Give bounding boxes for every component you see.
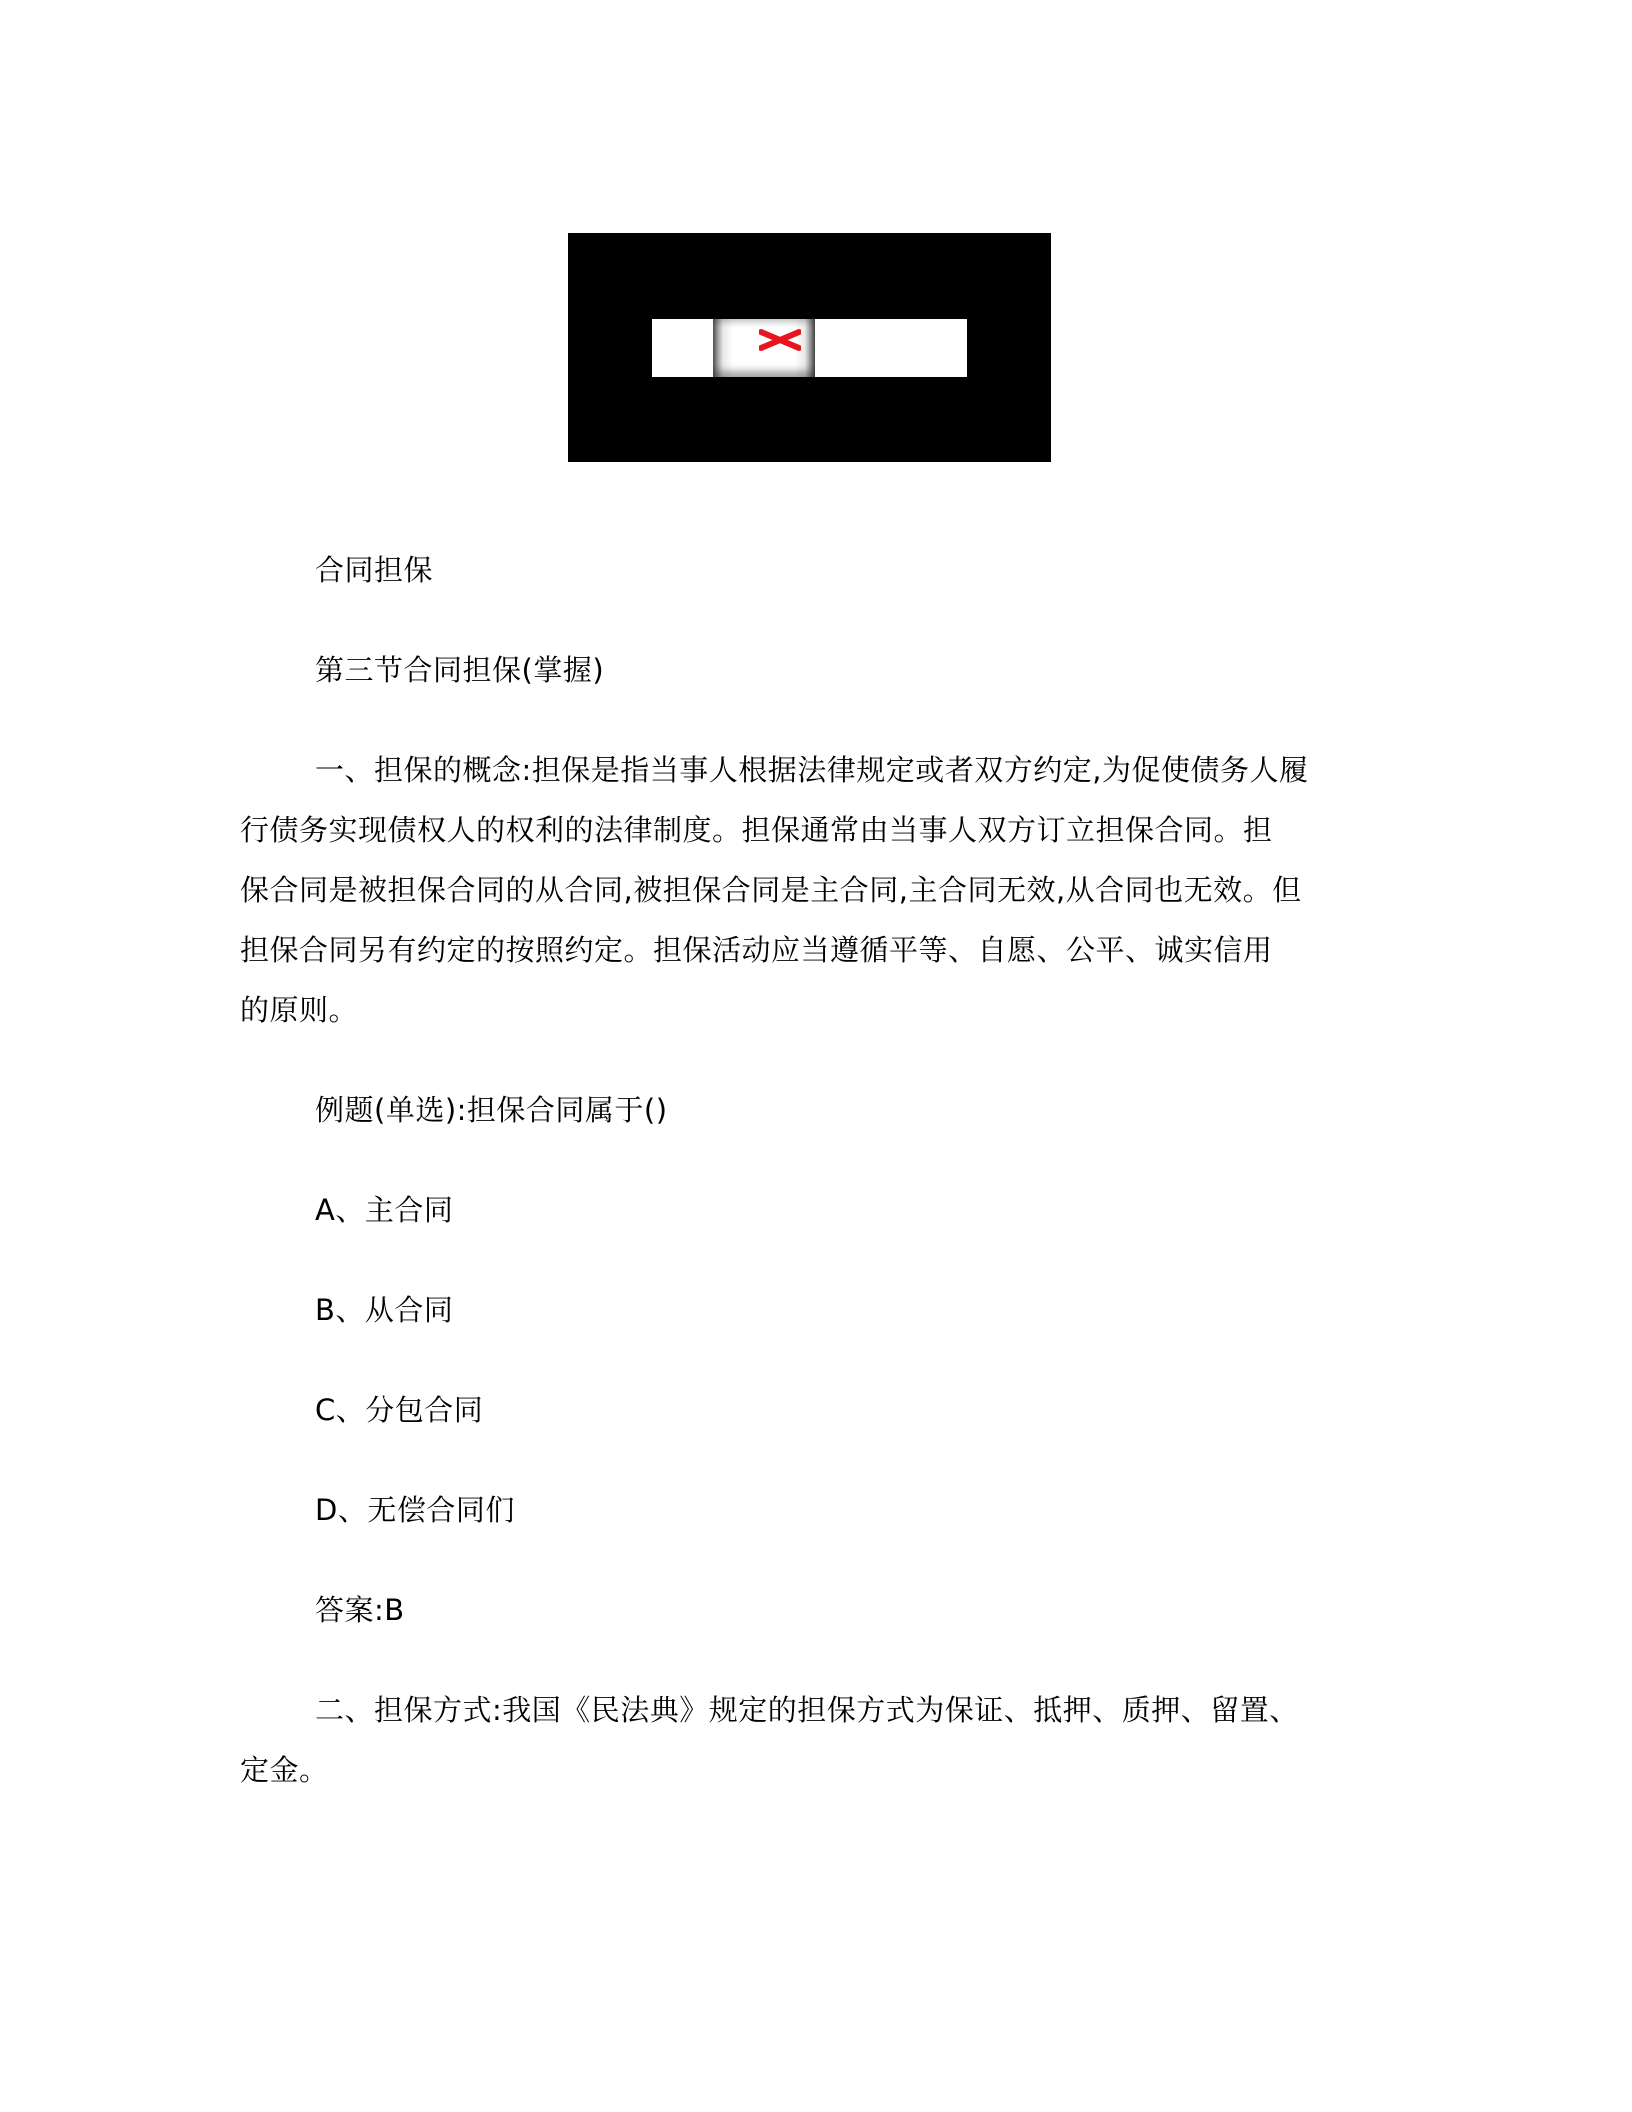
- paragraph1-line5: 的原则。: [240, 993, 359, 1027]
- option-a: A、主合同: [315, 1193, 454, 1227]
- answer: 答案:B: [315, 1593, 405, 1627]
- paragraph2-line2: 定金。: [240, 1753, 329, 1787]
- section-heading: 第三节合同担保(掌握): [315, 653, 605, 687]
- doc-title: 合同担保: [315, 553, 434, 587]
- option-b: B、从合同: [315, 1293, 454, 1327]
- option-d: D、无偿合同们: [315, 1493, 515, 1527]
- paragraph1-line1: 一、担保的概念:担保是指当事人根据法律规定或者双方约定,为促使债务人履: [315, 753, 1309, 787]
- paragraph1-line4: 担保合同另有约定的按照约定。担保活动应当遵循平等、自愿、公平、诚实信用: [240, 933, 1273, 967]
- broken-image-placeholder: [713, 319, 815, 377]
- example-question: 例题(单选):担保合同属于(): [315, 1093, 668, 1127]
- image-strip: [652, 319, 967, 377]
- paragraph1-line3: 保合同是被担保合同的从合同,被担保合同是主合同,主合同无效,从合同也无效。但: [240, 873, 1302, 907]
- broken-image-icon: [759, 329, 801, 351]
- option-c: C、分包合同: [315, 1393, 484, 1427]
- paragraph1-line2: 行债务实现债权人的权利的法律制度。担保通常由当事人双方订立担保合同。担: [240, 813, 1273, 847]
- embedded-image: [568, 233, 1051, 462]
- paragraph2-line1: 二、担保方式:我国《民法典》规定的担保方式为保证、抵押、质押、留置、: [315, 1693, 1299, 1727]
